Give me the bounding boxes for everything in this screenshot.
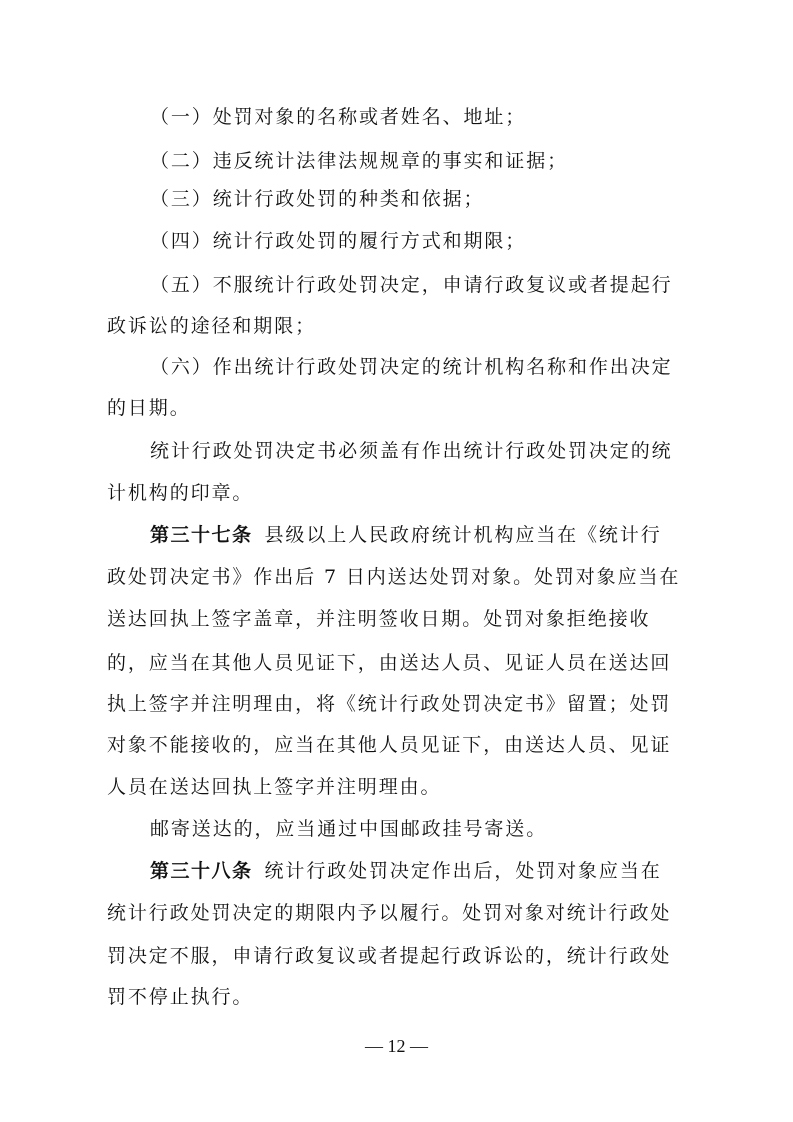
article-37-line-1: [150, 523, 662, 547]
article-38-line-2: 统计行政处罚决定的期限内予以履行。处罚对象对统计行政处: [107, 902, 672, 924]
seal-paragraph-line-2: 计机构的印章。: [107, 482, 254, 504]
article-37-title: 第三十七条: [150, 524, 253, 546]
article-37-line-2: 政处罚决定书》作出后 7 日内送达处罚对象。处罚对象应当在: [107, 566, 681, 588]
article-37-line-4: 的，应当在其他人员见证下，由送达人员、见证人员在送达回: [107, 652, 672, 674]
item-1: （一）处罚对象的名称或者姓名、地址；: [150, 106, 527, 128]
article-37-text-1: 县级以上人民政府统计机构应当在《统计行: [264, 524, 662, 546]
seal-paragraph-line-1: 统计行政处罚决定书必须盖有作出统计行政处罚决定的统: [150, 440, 673, 462]
article-37-line-6: 对象不能接收的，应当在其他人员见证下，由送达人员、见证: [107, 734, 672, 756]
article-38-title: 第三十八条: [150, 860, 253, 882]
article-37-line-3: 送达回执上签字盖章，并注明签收日期。处罚对象拒绝接收: [107, 608, 651, 630]
article-38-line-1: [150, 859, 662, 883]
page-number: — 12 —: [365, 1036, 428, 1056]
article-37-line-5: 执上签字并注明理由，将《统计行政处罚决定书》留置；处罚: [107, 693, 672, 715]
item-5-line-2: 政诉讼的途径和期限；: [107, 315, 317, 337]
mail-paragraph: 邮寄送达的，应当通过中国邮政挂号寄送。: [150, 818, 548, 840]
article-37-line-7: 人员在送达回执上签字并注明理由。: [107, 776, 442, 798]
item-2: （二）违反统计法律法规规章的事实和证据；: [150, 150, 569, 172]
article-38-line-3: 罚决定不服，申请行政复议或者提起行政诉讼的，统计行政处: [107, 945, 672, 967]
article-38-line-4: 罚不停止执行。: [107, 986, 254, 1008]
item-6-line-2: 的日期。: [107, 397, 191, 419]
article-38-text-1: 统计行政处罚决定作出后，处罚对象应当在: [264, 860, 662, 882]
item-4: （四）统计行政处罚的履行方式和期限；: [150, 230, 527, 252]
item-6-line-1: （六）作出统计行政处罚决定的统计机构名称和作出决定: [150, 356, 673, 378]
item-3: （三）统计行政处罚的种类和依据；: [150, 188, 485, 210]
item-5-line-1: （五）不服统计行政处罚决定，申请行政复议或者提起行: [150, 274, 673, 296]
